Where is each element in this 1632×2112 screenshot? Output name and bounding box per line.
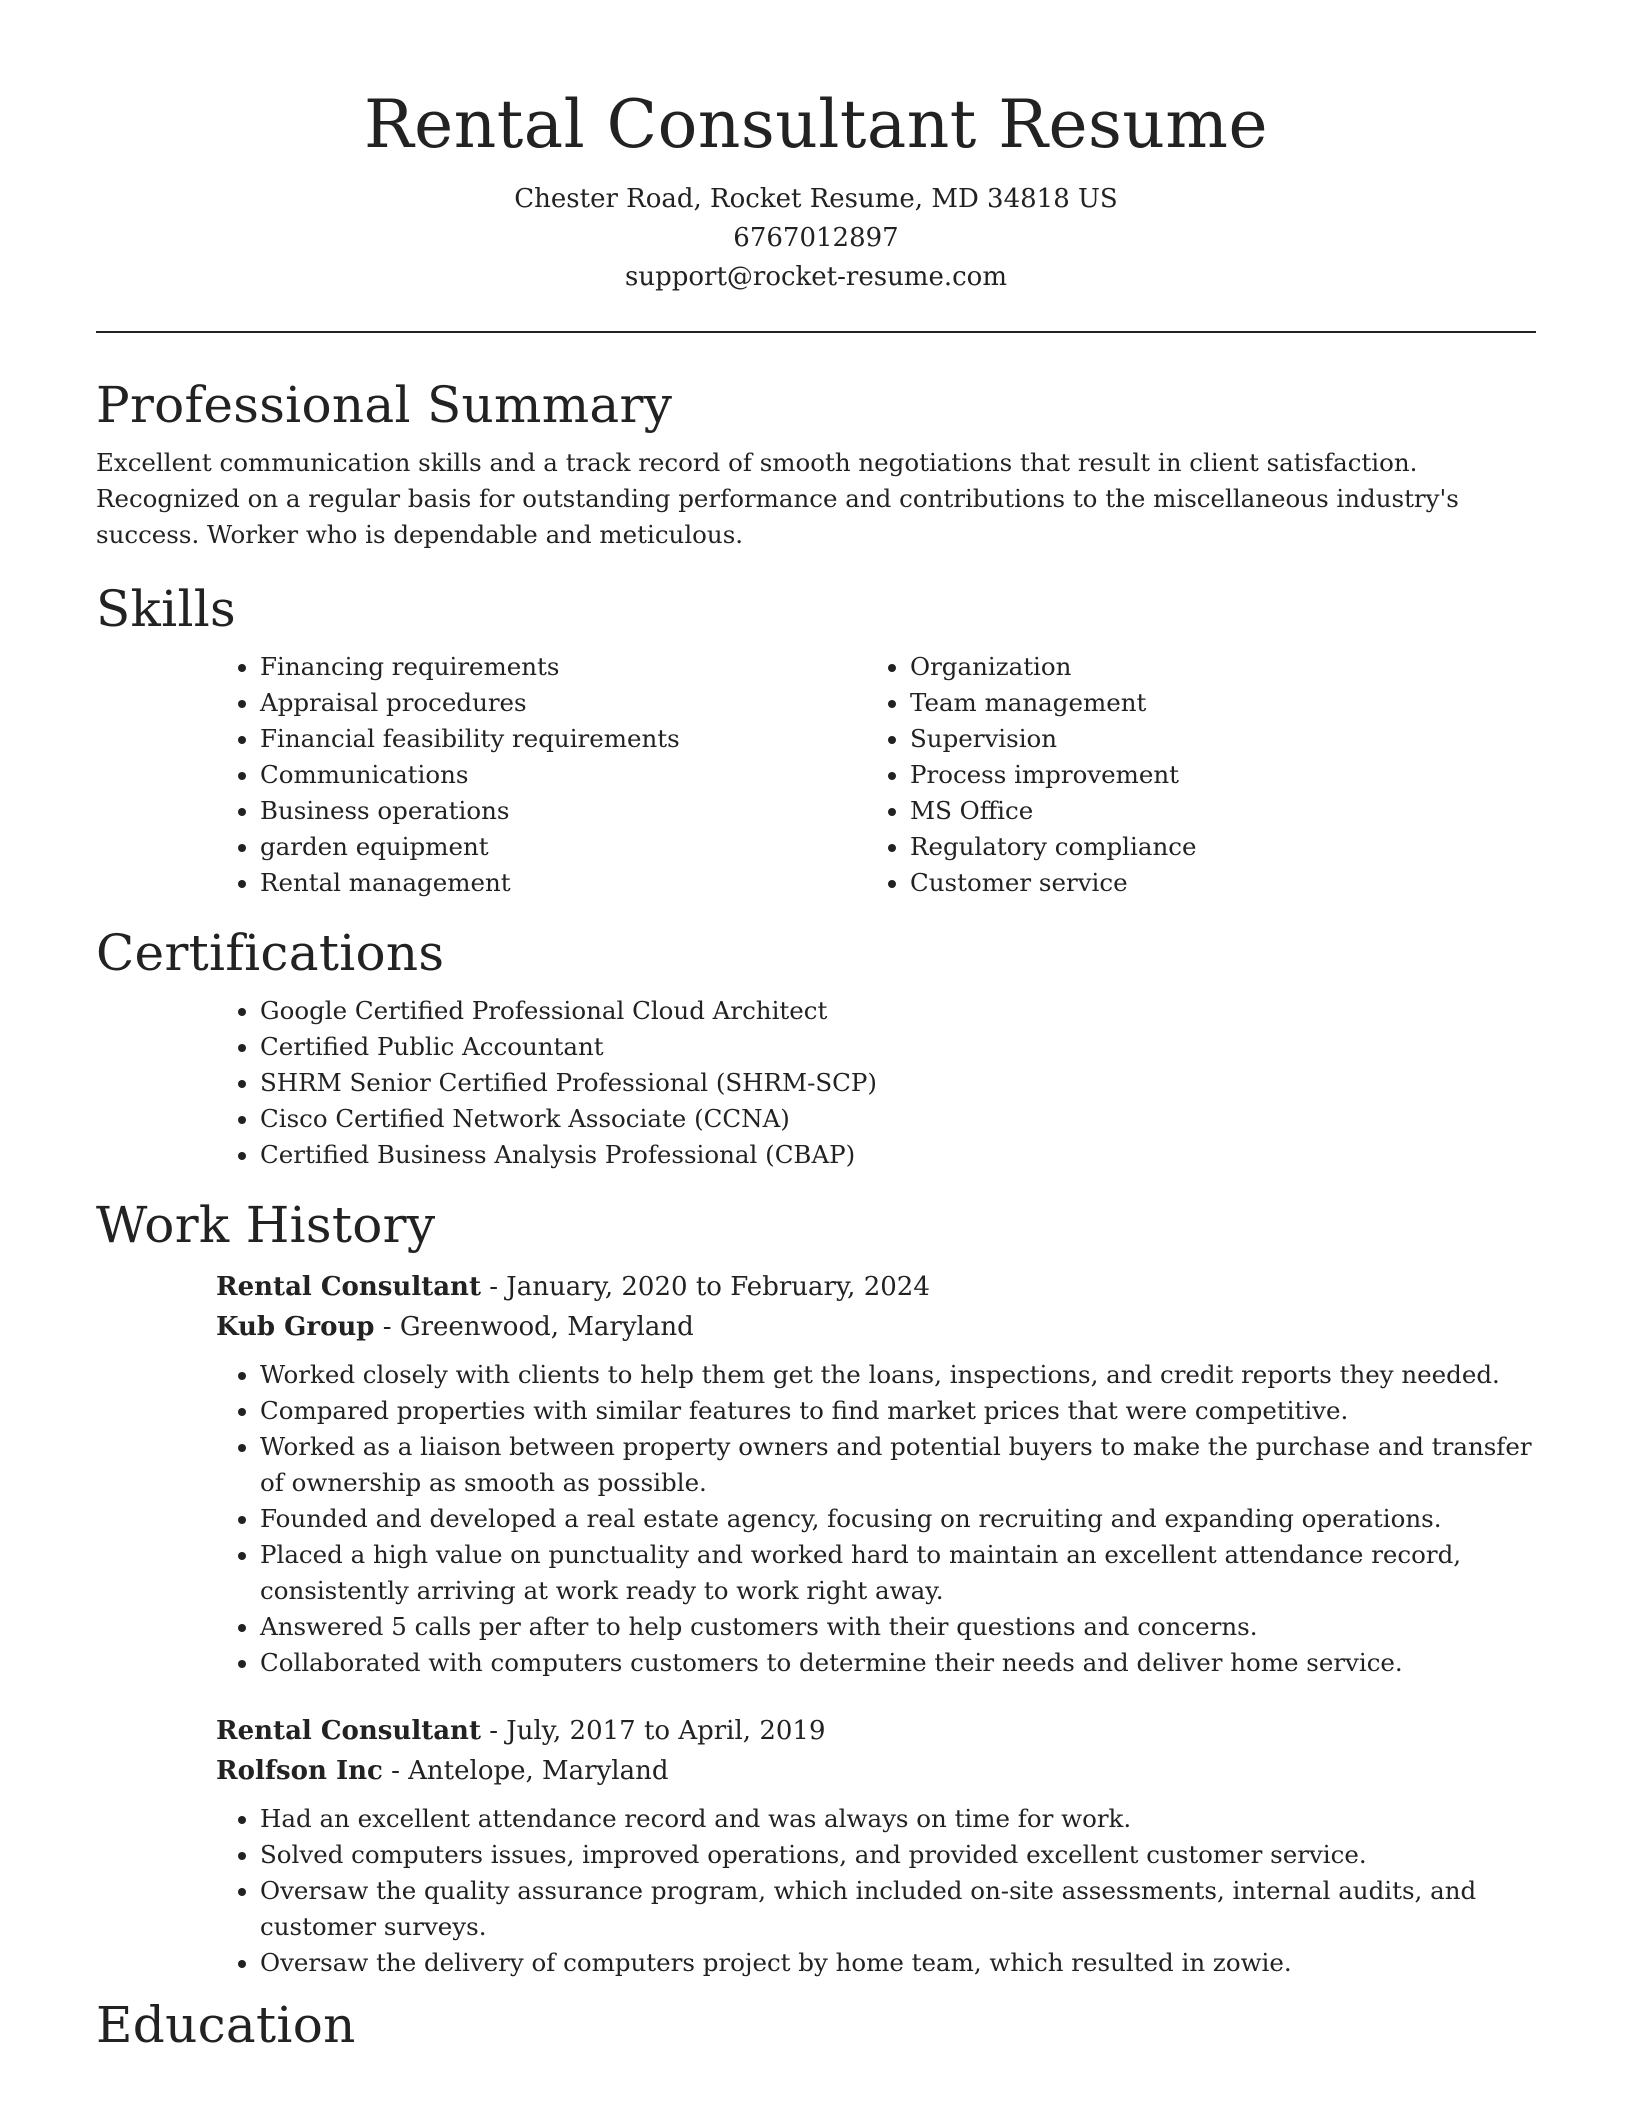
- resume-header: [96, 0, 1536, 297]
- certification-item: • Certified Business Analysis Professional (CBAP): [260, 1137, 1536, 1173]
- skill-item: • garden equipment: [260, 829, 866, 865]
- job-dates: - July, 2017 to April, 2019: [480, 1716, 826, 1746]
- skill-item: • Communications: [260, 757, 866, 793]
- job-entry: [216, 1711, 1536, 1981]
- contact-phone: 6767012897: [733, 223, 899, 253]
- section-heading-skills: Skills: [96, 580, 236, 638]
- job-duty-item: • Worked as a liaison between property owners and potential buyers to make the purchase and transfer of ownership as smooth as possible.: [260, 1429, 1536, 1501]
- job-location: - Greenwood, Maryland: [374, 1312, 694, 1342]
- job-duty-item: • Answered 5 calls per after to help customers with their questions and concerns.: [260, 1609, 1536, 1645]
- job-duty-item: • Worked closely with clients to help them get the loans, inspections, and credit reports they needed.: [260, 1357, 1536, 1393]
- job-location: - Antelope, Maryland: [382, 1756, 669, 1786]
- job-duties-list: [216, 1801, 1536, 1981]
- skill-item: • Team management: [910, 685, 1516, 721]
- skill-item: • Supervision: [910, 721, 1516, 757]
- header-divider: [96, 331, 1536, 333]
- job-company-line: [216, 1307, 1536, 1347]
- skills-grid: [216, 649, 1536, 901]
- job-duty-item: • Had an excellent attendance record and was always on time for work.: [260, 1801, 1536, 1837]
- section-heading-education: Education: [96, 1996, 356, 2054]
- skill-item: • Financial feasibility requirements: [260, 721, 866, 757]
- skill-item: • Organization: [910, 649, 1516, 685]
- skills-column-left: [216, 649, 866, 901]
- job-duties-list: [216, 1357, 1536, 1681]
- contact-address: Chester Road, Rocket Resume, MD 34818 US: [514, 184, 1118, 214]
- job-company: Kub Group: [216, 1312, 375, 1342]
- job-entry: [216, 1267, 1536, 1681]
- skills-list-left: [216, 649, 866, 901]
- education-section: [96, 1993, 1536, 2057]
- job-duty-item: • Compared properties with similar features to find market prices that were competitive.: [260, 1393, 1536, 1429]
- job-duty-item: • Collaborated with computers customers to determine their needs and deliver home service.: [260, 1645, 1536, 1681]
- skill-item: • Rental management: [260, 865, 866, 901]
- job-title: Rental Consultant: [216, 1716, 481, 1746]
- contact-email[interactable]: support@rocket-resume.com: [624, 262, 1007, 292]
- job-duty-item: • Solved computers issues, improved operations, and provided excellent customer service.: [260, 1837, 1536, 1873]
- section-heading-certifications: Certifications: [96, 924, 445, 982]
- summary-text: Excellent communication skills and a track record of smooth negotiations that result in client satisfaction. Recognized on a regular basis for outstanding performance and contributions to the miscellaneous industry's success. Worker who is dependable and meticulous.: [96, 448, 1459, 549]
- skills-section: [96, 577, 1536, 901]
- professional-summary-section: [96, 373, 1536, 553]
- skills-list-right: [866, 649, 1516, 901]
- job-title-line: [216, 1711, 1536, 1751]
- job-duty-item: • Placed a high value on punctuality and worked hard to maintain an excellent attendance record, consistently arriving at work ready to work right away.: [260, 1537, 1536, 1609]
- job-duty-item: • Oversaw the delivery of computers project by home team, which resulted in zowie.: [260, 1945, 1536, 1981]
- skills-column-right: [866, 649, 1516, 901]
- skill-item: • Appraisal procedures: [260, 685, 866, 721]
- contact-block: [96, 180, 1536, 297]
- skill-item: • Business operations: [260, 793, 866, 829]
- certification-item: • SHRM Senior Certified Professional (SHRM-SCP): [260, 1065, 1536, 1101]
- job-duty-item: • Founded and developed a real estate agency, focusing on recruiting and expanding operations.: [260, 1501, 1536, 1537]
- skill-item: • Financing requirements: [260, 649, 866, 685]
- certification-item: • Cisco Certified Network Associate (CCNA): [260, 1101, 1536, 1137]
- skill-item: • MS Office: [910, 793, 1516, 829]
- skill-item: • Regulatory compliance: [910, 829, 1516, 865]
- certification-item: • Certified Public Accountant: [260, 1029, 1536, 1065]
- resume-title: Rental Consultant Resume: [363, 86, 1269, 163]
- certifications-body: [216, 993, 1536, 1173]
- job-title: Rental Consultant: [216, 1272, 481, 1302]
- job-title-line: [216, 1267, 1536, 1307]
- skill-item: • Customer service: [910, 865, 1516, 901]
- certifications-section: [96, 921, 1536, 1173]
- job-company-line: [216, 1751, 1536, 1791]
- resume-page: [96, 0, 1536, 2112]
- job-company: Rolfson Inc: [216, 1756, 383, 1786]
- job-dates: - January, 2020 to February, 2024: [480, 1272, 930, 1302]
- section-heading-summary: Professional Summary: [96, 376, 673, 434]
- section-heading-work-history: Work History: [96, 1196, 436, 1254]
- skill-item: • Process improvement: [910, 757, 1516, 793]
- certifications-list: [216, 993, 1536, 1173]
- certification-item: • Google Certified Professional Cloud Architect: [260, 993, 1536, 1029]
- work-history-section: [96, 1193, 1536, 1981]
- job-duty-item: • Oversaw the quality assurance program, which included on-site assessments, internal audits, and customer surveys.: [260, 1873, 1536, 1945]
